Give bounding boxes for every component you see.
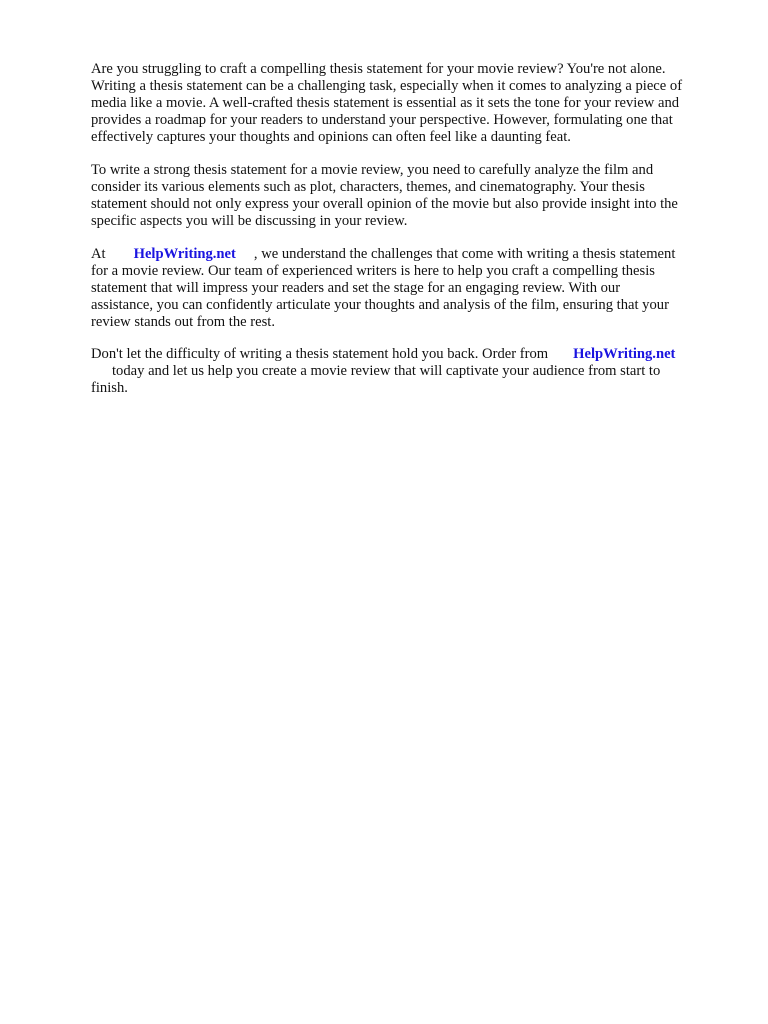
text-line: Writing a thesis statement can be a challenging task, especially when it comes to analyzing a piece of — [91, 78, 683, 94]
text-line: specific aspects you will be discussing in your review. — [91, 213, 408, 229]
line-rest: , we understand the challenges that come with writing a thesis statement — [253, 246, 676, 262]
line-text: today and let us help you create a movie review that will captivate your audience from start to — [112, 363, 661, 379]
text-line — [91, 363, 723, 380]
text-line: media like a movie. A well-crafted thesis statement is essential as it sets the tone for your review and — [91, 95, 680, 111]
text-line: statement should not only express your overall opinion of the movie but also provide insight into the — [91, 196, 678, 212]
paragraph-how-to — [91, 162, 723, 230]
helpwriting-link[interactable]: HelpWriting.net — [133, 246, 236, 262]
text-line — [91, 346, 723, 363]
text-line: assistance, you can confidently articulate your thoughts and analysis of the film, ensuring that your — [91, 297, 669, 313]
text-line: provides a roadmap for your readers to understand your perspective. However, formulating one that — [91, 112, 673, 128]
paragraph-service — [91, 246, 723, 331]
helpwriting-link[interactable]: HelpWriting.net — [573, 346, 676, 362]
text-line: consider its various elements such as plot, characters, themes, and cinematography. Your thesis — [91, 179, 645, 195]
text-line: To write a strong thesis statement for a movie review, you need to carefully analyze the film and — [91, 162, 654, 178]
at-prefix: At — [91, 246, 106, 262]
paragraph-call-to-action — [91, 346, 723, 397]
text-line — [91, 246, 723, 263]
text-line: finish. — [91, 380, 128, 396]
paragraph-intro — [91, 61, 723, 146]
text-line: review stands out from the rest. — [91, 314, 275, 330]
text-line: for a movie review. Our team of experienced writers is here to help you craft a compelling thesis — [91, 263, 655, 279]
text-line: effectively captures your thoughts and opinions can often feel like a daunting feat. — [91, 129, 571, 145]
text-line: statement that will impress your readers and set the stage for an engaging review. With our — [91, 280, 621, 296]
text-line: Are you struggling to craft a compelling thesis statement for your movie review? You're not alone. — [91, 61, 666, 77]
line-text: Don't let the difficulty of writing a thesis statement hold you back. Order from — [91, 346, 549, 362]
